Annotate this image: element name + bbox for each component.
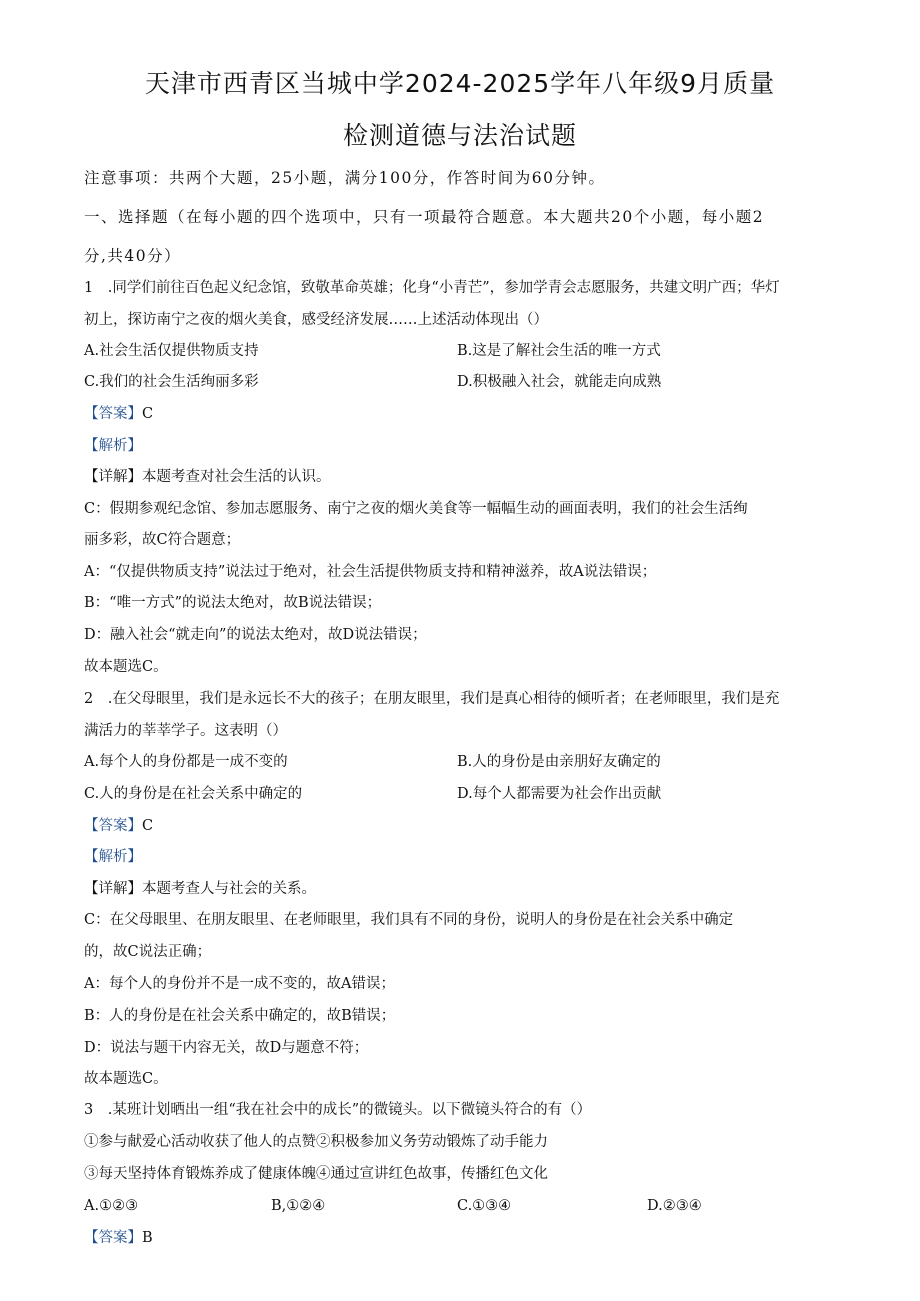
q3-items-1-2: ①参与献爱心活动收获了他人的点赞②积极参加义务劳动锻炼了动手能力 (84, 1134, 548, 1150)
q1-stem-line2: 初上，探访南宁之夜的烟火美食，感受经济发展……上述活动体现出（） (84, 312, 548, 328)
q2-stem-line2: 满活力的莘莘学子。这表明（） (84, 723, 287, 739)
q2-option-a: A.每个人的身份都是一成不变的 (84, 754, 288, 770)
q2-explanation-6: 故本题选C。 (84, 1071, 168, 1087)
q1-detail-text: 本题考查对社会生活的认识。 (142, 469, 331, 485)
q3-option-c: C.①③④ (457, 1198, 512, 1214)
q3-items-3-4: ③每天坚持体育锻炼养成了健康体魄④通过宣讲红色故事，传播红色文化 (84, 1166, 548, 1182)
q2-answer-value: C (142, 818, 154, 834)
q2-explanation-2: 的，故C说法正确； (84, 944, 212, 960)
q3-option-a: A.①②③ (84, 1198, 139, 1214)
q2-explanation-1: C：在父母眼里、在朋友眼里、在老师眼里，我们具有不同的身份，说明人的身份是在社会关系中确定 (84, 912, 734, 928)
q2-option-d: D.每个人都需要为社会作出贡献 (457, 786, 662, 802)
q2-stem-line1: 2 .在父母眼里，我们是永远长不大的孩子；在朋友眼里，我们是真心相待的倾听者；在老师眼里，我们是充 (84, 691, 780, 707)
q1-explanation-5: D：融入社会“就走向”的说法太绝对，故D说法错误； (84, 627, 427, 643)
q2-detail (84, 879, 316, 899)
answer-label: 【答案】 (84, 406, 142, 422)
detail-label: 【详解】 (84, 469, 142, 485)
exam-title-line2: 检测道德与法治试题 (342, 121, 577, 150)
answer-label: 【答案】 (84, 818, 142, 834)
q3-answer (84, 1228, 153, 1248)
q1-explanation-1: C：假期参观纪念馆、参加志愿服务、南宁之夜的烟火美食等一幅幅生动的画面表明，我们的社会生活绚 (84, 501, 748, 517)
q1-detail (84, 467, 331, 487)
q1-option-c: C.我们的社会生活绚丽多彩 (84, 374, 259, 390)
q1-stem-line1: 1 .同学们前往百色起义纪念馆，致敬革命英雄；化身“小青芒”，参加学青会志愿服务，共建文明广西；华灯 (84, 280, 780, 296)
q1-option-b: B.这是了解社会生活的唯一方式 (457, 343, 661, 359)
q1-option-a: A.社会生活仅提供物质支持 (84, 343, 259, 359)
q3-option-d: D.②③④ (647, 1198, 702, 1214)
detail-label: 【详解】 (84, 881, 142, 897)
q1-analysis-label: 【解析】 (84, 438, 142, 454)
q2-analysis-label: 【解析】 (84, 849, 142, 865)
q1-explanation-2: 丽多彩，故C符合题意； (84, 532, 241, 548)
q3-stem: 3 .某班计划晒出一组“我在社会中的成长”的微镜头。以下微镜头符合的有（） (84, 1102, 592, 1118)
q2-option-b: B.人的身份是由亲朋好友确定的 (457, 754, 661, 770)
q2-option-c: C.人的身份是在社会关系中确定的 (84, 786, 303, 802)
q1-explanation-3: A：“仅提供物质支持”说法过于绝对，社会生活提供物质支持和精神滋养，故A说法错误； (84, 564, 657, 580)
exam-title-line1: 天津市西青区当城中学2024-2025学年八年级9月质量 (144, 69, 776, 98)
q1-answer (84, 404, 153, 424)
q2-explanation-3: A：每个人的身份并不是一成不变的，故A错误； (84, 976, 395, 992)
q2-explanation-4: B：人的身份是在社会关系中确定的，故B错误； (84, 1008, 396, 1024)
answer-label: 【答案】 (84, 1230, 142, 1246)
q2-detail-text: 本题考查人与社会的关系。 (142, 881, 316, 897)
q3-answer-value: B (142, 1230, 153, 1246)
q1-answer-value: C (142, 406, 154, 422)
section-heading-line2: 分,共40分） (84, 247, 182, 265)
q2-answer (84, 816, 153, 836)
q1-explanation-6: 故本题选C。 (84, 659, 168, 675)
notice: 注意事项：共两个大题，25小题，满分100分，作答时间为60分钟。 (84, 169, 606, 187)
q1-option-d: D.积极融入社会，就能走向成熟 (457, 374, 662, 390)
section-heading-line1: 一、选择题（在每小题的四个选项中，只有一项最符合题意。本大题共20个小题，每小题2 (84, 208, 765, 226)
q3-option-b: B,①②④ (271, 1198, 326, 1214)
q2-explanation-5: D：说法与题干内容无关，故D与题意不符； (84, 1040, 369, 1056)
q1-explanation-4: B：“唯一方式”的说法太绝对，故B说法错误； (84, 595, 382, 611)
